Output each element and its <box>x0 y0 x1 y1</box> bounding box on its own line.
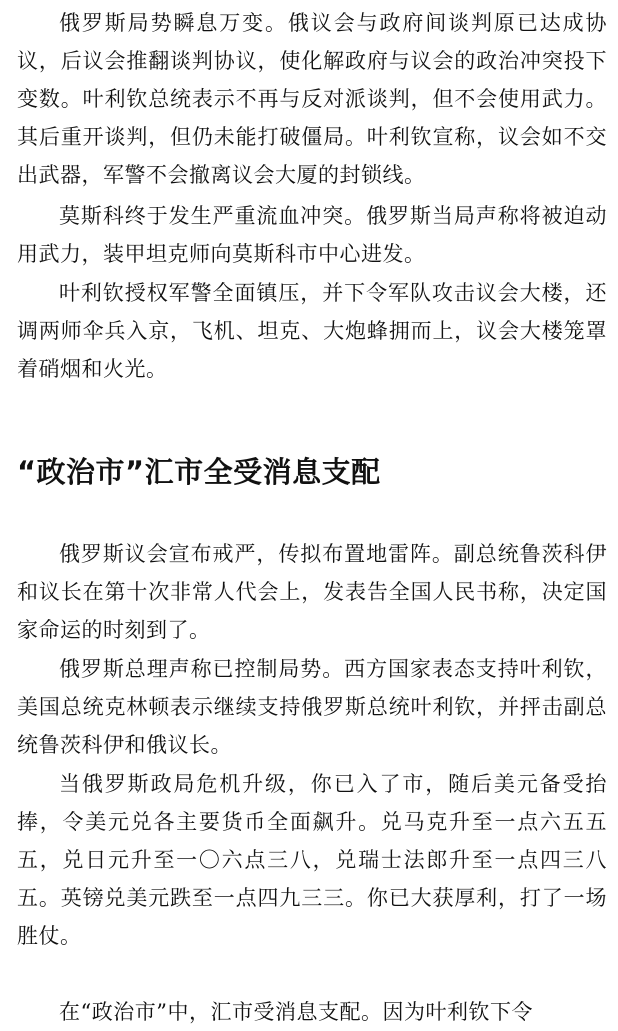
paragraph-dollar-rally: 当俄罗斯政局危机升级，你已入了市，随后美元备受抬捧，令美元兑各主要货币全面飙升。兑马克升至一点六五五五，兑日元升至一〇六点三八，兑瑞士法郎升至一点四三八五。英镑兑美元跌至一点四九三三。你已大获厚利，打了一场胜仗。 <box>17 772 607 948</box>
paragraph-west-support: 俄罗斯总理声称已控制局势。西方国家表态支持叶利钦，美国总统克林顿表示继续支持俄罗斯总统叶利钦，并抨击副总统鲁茨科伊和俄议长。 <box>17 657 607 757</box>
paragraph-martial-law: 俄罗斯议会宣布戒严，传拟布置地雷阵。副总统鲁茨科伊和议长在第十次非常人代会上，发表告全国人民书称，决定国家命运的时刻到了。 <box>17 542 607 642</box>
paragraph-russia-situation: 俄罗斯局势瞬息万变。俄议会与政府间谈判原已达成协议，后议会推翻谈判协议，使化解政府与议会的政治冲突投下变数。叶利钦总统表示不再与反对派谈判，但不会使用武力。其后重开谈判，但仍未能打破僵局。叶利钦宣称，议会如不交出武器，军警不会撤离议会大厦的封锁线。 <box>17 11 607 187</box>
paragraph-yeltsin-crackdown: 叶利钦授权军警全面镇压，并下令军队攻击议会大楼，还调两师伞兵入京，飞机、坦克、大炮蜂拥而上，议会大楼笼罩着硝烟和火光。 <box>17 281 607 381</box>
paragraph-political-market: 在“政治市”中，汇市受消息支配。因为叶利钦下令 <box>59 1000 533 1024</box>
paragraph-moscow-conflict: 莫斯科终于发生严重流血冲突。俄罗斯当局声称将被迫动用武力，装甲坦克师向莫斯科市中心进发。 <box>17 204 607 266</box>
section-heading: “政治市”汇市全受消息支配 <box>17 455 381 489</box>
